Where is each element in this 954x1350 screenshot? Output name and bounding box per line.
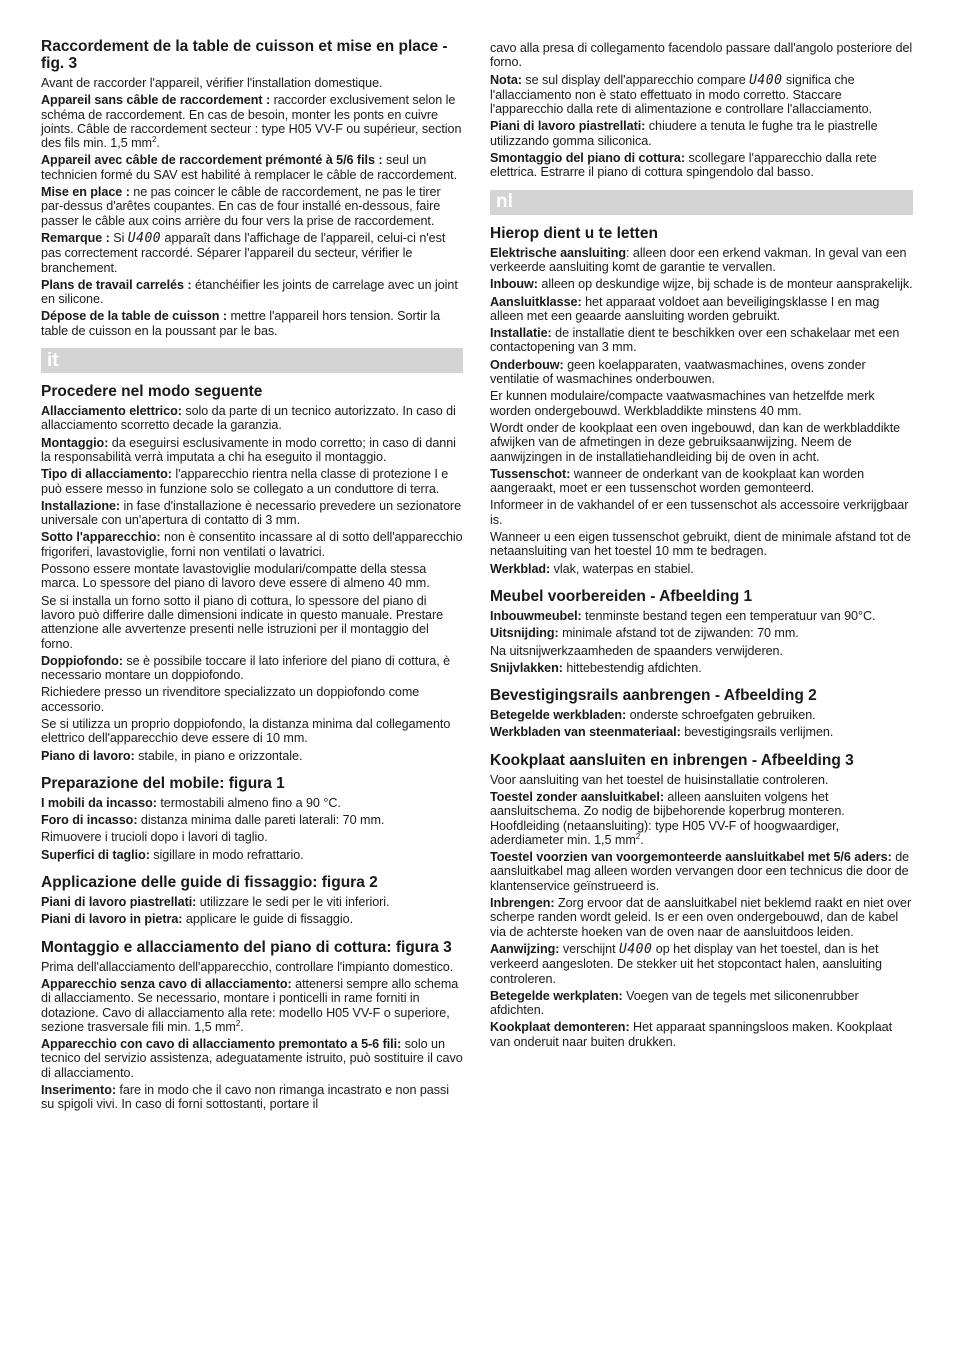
nl-paragraph: Betegelde werkbladen: onderste schroefgaten gebruiken. bbox=[490, 708, 816, 723]
it-paragraph: Doppiofondo: se è possibile toccare il lato inferiore del piano di cottura, è necessario montare un doppiofondo. bbox=[41, 653, 451, 683]
fr-intro: Avant de raccorder l'appareil, vérifier l'installation domestique. bbox=[41, 76, 383, 90]
nl-paragraph: Snijvlakken: hittebestendig afdichten. bbox=[490, 660, 702, 675]
nl-paragraph: Wanneer u een eigen tussenschot gebruikt, dient de minimale afstand tot de netaansluiting van het toestel 10 mm te bedragen. bbox=[490, 530, 911, 559]
fr-paragraph: Appareil avec câble de raccordement prémonté à 5/6 fils : seul un technicien formé du SAV est habilité à remplacer le câble de raccordement. bbox=[41, 153, 458, 182]
it-paragraph: Apparecchio senza cavo di allacciamento: attenersi sempre allo schema di allacciamento. Se necessario, montare i ponticelli in rame forniti in dotazione. Cavo di allacciamento alla rete: modello H05 VV-F o superiore, sezione trasversale fili min. 1,5 $mm^2$. bbox=[41, 976, 459, 1034]
it-paragraph: Richiedere presso un rivenditore specializzato un doppiofondo come accessorio. bbox=[41, 685, 420, 714]
language-bar-nl: nl bbox=[490, 190, 913, 215]
display-code: U400 bbox=[127, 230, 162, 246]
it-paragraph: Se si installa un forno sotto il piano di cottura, lo spessore del piano di lavoro può differire dalle dimensioni indicate in questo manuale. Prestare attenzione alle avvertenze presenti nelle istruzioni per il montaggio del forno. bbox=[41, 593, 444, 651]
it-heading-1: Procedere nel modo seguente bbox=[41, 383, 263, 401]
nl-paragraph: Aanwijzing: verschijnt U400 op het display van het toestel, dan is het verkeerd aangesloten. De stekker uit het stopcontact halen, aansluiting controleren. bbox=[490, 941, 882, 986]
it-paragraph: Installazione: in fase d'installazione è necessario prevedere un sezionatore universale con un'apertura di contatto di 3 mm. bbox=[41, 498, 462, 528]
nl-paragraph: Betegelde werkplaten: Voegen van de tegels met siliconenrubber afdichten. bbox=[490, 988, 859, 1018]
nl-paragraph: Aansluitklasse: het apparaat voldoet aan beveiligingsklasse I en mag alleen met een geaarde aansluiting worden gebruikt. bbox=[490, 294, 880, 323]
it-heading-2: Preparazione del mobile: figura 1 bbox=[41, 774, 285, 792]
it-paragraph: Tipo di allacciamento: l'apparecchio rientra nella classe di protezione I e può essere messo in funzione solo se collegato a un conduttore di terra. bbox=[41, 467, 449, 496]
it-paragraph: Prima dell'allacciamento dell'apparecchio, controllare l'impianto domestico. bbox=[41, 959, 454, 974]
it-paragraph: Rimuovere i trucioli dopo i lavori di taglio. bbox=[41, 830, 268, 845]
fr-paragraph: Remarque : Si U400 apparaît dans l'affichage de l'appareil, celui-ci n'est pas correctement raccordé. Séparer l'appareil du secteur, vérifier le branchement. bbox=[41, 230, 446, 275]
it-paragraph: Superfici di taglio: sigillare in modo refrattario. bbox=[41, 847, 304, 862]
nl-paragraph: Voor aansluiting van het toestel de huisinstallatie controleren. bbox=[490, 772, 829, 787]
fr-paragraph: Appareil sans câble de raccordement : raccorder exclusivement selon le schéma de raccordement. En cas de besoin, monter les ponts en cuivre joints. Câble de raccordement secteur : type H05 VV-F ou supérieur, section des fils min. 1,5 $mm^2$. bbox=[41, 93, 462, 151]
left-column bbox=[41, 38, 463, 1115]
nl-paragraph: Uitsnijding: minimale afstand tot de zijwanden: 70 mm. bbox=[490, 626, 799, 641]
it-paragraph: Allacciamento elettrico: solo da parte di un tecnico autorizzato. In caso di allacciamento scorretto decade la garanzia. bbox=[41, 404, 456, 433]
nl-paragraph: Kookplaat demonteren: Het apparaat spanningsloos maken. Kookplaat van onderuit naar buiten drukken. bbox=[490, 1020, 893, 1049]
nl-paragraph: Werkbladen van steenmateriaal: bevestigingsrails verlijmen. bbox=[490, 725, 834, 740]
fr-heading: Raccordement de la table de cuisson et mise en place - fig. 3 bbox=[41, 38, 448, 72]
nl-paragraph: Informeer in de vakhandel of er een tussenschot als accessoire verkrijgbaar is. bbox=[490, 498, 909, 527]
nl-paragraph: Na uitsnijwerkzaamheden de spaanders verwijderen. bbox=[490, 643, 783, 658]
it-paragraph: Possono essere montate lavastoviglie modulari/compatte della stessa marca. Lo spessore del piano di lavoro deve essere di almeno 40 mm. bbox=[41, 562, 430, 591]
nl-heading-2: Meubel voorbereiden - Afbeelding 1 bbox=[490, 587, 753, 605]
display-code: U400 bbox=[619, 941, 653, 957]
fr-paragraph: Dépose de la table de cuisson : mettre l'appareil hors tension. Sortir la table de cuisson en la poussant par le bas. bbox=[41, 309, 441, 338]
it-paragraph: cavo alla presa di collegamento facendolo passare dall'angolo posteriore del forno. bbox=[490, 41, 913, 70]
it-paragraph: Sotto l'apparecchio: non è consentito incassare al di sotto dell'apparecchio frigoriferi, lavastoviglie, forni non ventilati o lavatrici. bbox=[41, 530, 463, 559]
nl-paragraph: Inbouw: alleen op deskundige wijze, bij schade is de monteur aansprakelijk. bbox=[490, 277, 913, 292]
it-paragraph: I mobili da incasso: termostabili almeno fino a 90 °C. bbox=[41, 795, 341, 810]
nl-paragraph: Installatie: de installatie dient te beschikken over een schakelaar met een contactopening van 3 mm. bbox=[490, 326, 900, 355]
it-paragraph: Inserimento: fare in modo che il cavo non rimanga incastrato e non passi su spigoli vivi. In caso di forni sottostanti, portare il bbox=[41, 1083, 450, 1112]
fr-paragraph: Mise en place : ne pas coincer le câble de raccordement, ne pas le tirer par-dessus d'arêtes coupantes. En cas de four installé en-dessous, faire passer le câble aux coins arrière du four vers la prise de raccordement. bbox=[41, 185, 441, 228]
nl-heading-3: Bevestigingsrails aanbrengen - Afbeelding 2 bbox=[490, 687, 817, 705]
it-paragraph: Apparecchio con cavo di allacciamento premontato a 5-6 fili: solo un tecnico del servizio assistenza, adeguatamente istruito, può sostituire il cavo di allacciamento. bbox=[41, 1037, 463, 1080]
it-heading-4: Montaggio e allacciamento del piano di cottura: figura 3 bbox=[41, 938, 452, 956]
nl-paragraph: Werkblad: vlak, waterpas en stabiel. bbox=[490, 561, 694, 576]
it-paragraph: Foro di incasso: distanza minima dalle pareti laterali: 70 mm. bbox=[41, 813, 385, 828]
it-paragraph: Nota: se sul display dell'apparecchio compare U400 significa che l'allacciamento non è stato effettuato in modo corretto. Staccare l'apparecchio dalla rete di alimentazione e controllare l'allacciamento. bbox=[490, 72, 873, 117]
display-code: U400 bbox=[749, 72, 783, 88]
language-bar-it: it bbox=[41, 348, 463, 373]
nl-paragraph: Inbrengen: Zorg ervoor dat de aansluitkabel niet beklemd raakt en niet over scherpe randen wordt geleid. Is er een oven ondergebouwd, dan de kabel via de achterste hoeken van de oven naar de aansluitdoos leiden. bbox=[490, 896, 912, 939]
nl-paragraph: Er kunnen modulaire/compacte vaatwasmachines van hetzelfde merk worden ondergebouwd. Werkbladdikte minstens 40 mm. bbox=[490, 389, 875, 418]
it-paragraph: Smontaggio del piano di cottura: scollegare l'apparecchio dalla rete elettrica. Estrarre il piano di cottura spingendolo dal basso. bbox=[490, 151, 877, 180]
nl-paragraph: Toestel zonder aansluitkabel: alleen aansluiten volgens het aansluitschema. Zo nodig de bijbehorende koperbrug monteren. Hoofdleiding (netaansluiting): type H05 VV-F of hoogwaardiger, aderdiameter min. 1,5 $mm^2$. bbox=[490, 789, 845, 847]
nl-paragraph: Inbouwmeubel: tenminste bestand tegen een temperatuur van 90°C. bbox=[490, 608, 876, 623]
nl-heading-1: Hierop dient u te letten bbox=[490, 224, 658, 242]
it-paragraph: Se si utilizza un proprio doppiofondo, la distanza minima dal collegamento elettrico dell'apparecchio deve essere di 10 mm. bbox=[41, 716, 451, 746]
it-heading-3: Applicazione delle guide di fissaggio: figura 2 bbox=[41, 874, 378, 892]
it-paragraph: Montaggio: da eseguirsi esclusivamente in modo corretto; in caso di danni la responsabilità verrà imputata a chi ha eseguito il montaggio. bbox=[41, 435, 456, 464]
it-paragraph: Piano di lavoro: stabile, in piano e orizzontale. bbox=[41, 748, 303, 763]
nl-paragraph: Elektrische aansluiting: alleen door een erkend vakman. In geval van een verkeerde aansluiting komt de garantie te vervallen. bbox=[490, 245, 907, 274]
nl-paragraph: Tussenschot: wanneer de onderkant van de kookplaat kan worden aangeraakt, moet er een tussenschot worden gemonteerd. bbox=[490, 466, 865, 496]
right-column bbox=[490, 41, 913, 1052]
it-paragraph: Piani di lavoro piastrellati: chiudere a tenuta le fughe tra le piastrelle utilizzando gomma siliconica. bbox=[490, 119, 878, 148]
fr-paragraph: Plans de travail carrelés : étanchéifier les joints de carrelage avec un joint en silicone. bbox=[41, 277, 458, 307]
it-paragraph: Piani di lavoro in pietra: applicare le guide di fissaggio. bbox=[41, 912, 354, 927]
nl-paragraph: Onderbouw: geen koelapparaten, vaatwasmachines, ovens zonder ventilatie of wasmachines onderbouwen. bbox=[490, 357, 866, 387]
nl-paragraph: Toestel voorzien van voorgemonteerde aansluitkabel met 5/6 aders: de aansluitkabel mag alleen worden vervangen door een technicus die door de klantenservice geïnstrueerd is. bbox=[490, 850, 910, 893]
it-paragraph: Piani di lavoro piastrellati: utilizzare le sedi per le viti inferiori. bbox=[41, 895, 390, 910]
nl-paragraph: Wordt onder de kookplaat een oven ingebouwd, dan kan de werkbladdikte afwijken van de afmetingen in deze gebruiksaanwijzing. Neem de aanwijzingen in de installatiehandleiding bij de oven in acht. bbox=[490, 420, 901, 464]
nl-heading-4: Kookplaat aansluiten en inbrengen - Afbeelding 3 bbox=[490, 751, 854, 769]
